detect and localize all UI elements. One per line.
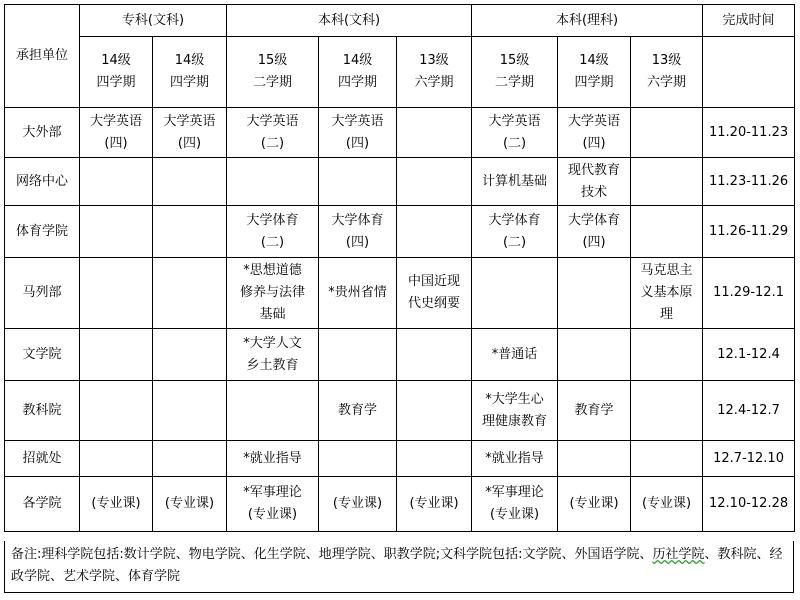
course-cell [631, 108, 703, 158]
course-cell [153, 381, 227, 441]
time-cell: 11.26-11.29 [703, 206, 795, 258]
header-zhuanke-wenke: 专科(文科) [80, 5, 227, 37]
header-benke-like: 本科(理科) [472, 5, 703, 37]
course-cell: 大学体育 (二) [472, 206, 558, 258]
header-term: 15级 二学期 [472, 37, 558, 108]
course-cell: *思想道德 修养与法律 基础 [227, 258, 319, 329]
course-cell: 大学英语 (四) [558, 108, 631, 158]
footnote-underlined: 历社学院 [652, 547, 705, 562]
course-cell [397, 441, 472, 477]
course-cell: 中国近现 代史纲要 [397, 258, 472, 329]
course-cell: 马克思主 义基本原 理 [631, 258, 703, 329]
header-term: 14级 四学期 [558, 37, 631, 108]
course-cell: 计算机基础 [472, 158, 558, 206]
course-cell [397, 381, 472, 441]
course-cell: 大学体育 (四) [558, 206, 631, 258]
unit-cell: 马列部 [5, 258, 80, 329]
header-row-terms [5, 37, 795, 108]
table-row [5, 258, 795, 329]
course-cell: 大学英语 (二) [227, 108, 319, 158]
header-term: 14级 四学期 [319, 37, 397, 108]
course-cell [631, 381, 703, 441]
header-deadline: 完成时间 [703, 5, 795, 37]
course-cell [319, 441, 397, 477]
table-row [5, 477, 795, 532]
course-cell [80, 258, 153, 329]
course-cell: 大学英语 (四) [153, 108, 227, 158]
course-cell [397, 158, 472, 206]
time-cell: 12.4-12.7 [703, 381, 795, 441]
course-cell [153, 258, 227, 329]
time-cell: 11.23-11.26 [703, 158, 795, 206]
unit-cell: 体育学院 [5, 206, 80, 258]
table-row [5, 441, 795, 477]
course-cell: 大学体育 (四) [319, 206, 397, 258]
course-cell: 大学英语 (二) [472, 108, 558, 158]
course-cell [80, 381, 153, 441]
footnote-text: 备注:理科学院包括:数计学院、物电学院、化生学院、地理学院、职教学院;文科学院包括:文学院、外国语学院、 [11, 547, 653, 562]
course-cell [397, 206, 472, 258]
course-cell [319, 329, 397, 381]
unit-cell: 文学院 [5, 329, 80, 381]
footnote-text-end: 、教科院、经政学院、艺术学院、体育学院 [11, 547, 783, 584]
course-cell [227, 158, 319, 206]
course-cell: (专业课) [631, 477, 703, 532]
course-cell [153, 329, 227, 381]
course-cell: *贵州省情 [319, 258, 397, 329]
course-cell: 大学英语 (四) [80, 108, 153, 158]
table-row [5, 329, 795, 381]
course-cell [631, 206, 703, 258]
course-cell: (专业课) [558, 477, 631, 532]
course-cell [397, 108, 472, 158]
course-cell [631, 329, 703, 381]
header-row-groups [5, 5, 795, 37]
course-cell: *就业指导 [472, 441, 558, 477]
course-cell: *军事理论 (专业课) [227, 477, 319, 532]
course-cell: *普通话 [472, 329, 558, 381]
course-cell [631, 158, 703, 206]
course-cell [227, 381, 319, 441]
header-deadline-blank [703, 37, 795, 108]
course-cell: 教育学 [319, 381, 397, 441]
table-row [5, 206, 795, 258]
table-row [5, 108, 795, 158]
course-cell [558, 258, 631, 329]
header-unit: 承担单位 [5, 5, 80, 108]
course-cell [80, 441, 153, 477]
course-cell: (专业课) [80, 477, 153, 532]
header-term: 13级 六学期 [397, 37, 472, 108]
course-cell [80, 329, 153, 381]
course-cell: (专业课) [397, 477, 472, 532]
header-term: 15级 二学期 [227, 37, 319, 108]
unit-cell: 教科院 [5, 381, 80, 441]
schedule-table [4, 4, 795, 532]
course-cell: (专业课) [153, 477, 227, 532]
course-cell: (专业课) [319, 477, 397, 532]
header-term: 13级 六学期 [631, 37, 703, 108]
unit-cell: 招就处 [5, 441, 80, 477]
course-cell [631, 441, 703, 477]
course-cell [153, 206, 227, 258]
time-cell: 12.10-12.28 [703, 477, 795, 532]
course-cell [472, 258, 558, 329]
course-cell: *大学人文 乡土教育 [227, 329, 319, 381]
header-term: 14级 四学期 [80, 37, 153, 108]
table-row [5, 158, 795, 206]
time-cell: 11.29-12.1 [703, 258, 795, 329]
course-cell: 大学英语 (四) [319, 108, 397, 158]
course-cell [558, 441, 631, 477]
unit-cell: 大外部 [5, 108, 80, 158]
course-cell [153, 441, 227, 477]
course-cell [397, 329, 472, 381]
course-cell: 现代教育 技术 [558, 158, 631, 206]
course-cell: *就业指导 [227, 441, 319, 477]
time-cell: 11.20-11.23 [703, 108, 795, 158]
course-cell [319, 158, 397, 206]
course-cell [80, 206, 153, 258]
header-term: 14级 四学期 [153, 37, 227, 108]
time-cell: 12.7-12.10 [703, 441, 795, 477]
course-cell: *大学生心 理健康教育 [472, 381, 558, 441]
footnote [4, 541, 794, 593]
header-benke-wenke: 本科(文科) [227, 5, 472, 37]
course-cell [558, 329, 631, 381]
unit-cell: 网络中心 [5, 158, 80, 206]
course-cell [80, 158, 153, 206]
course-cell: 教育学 [558, 381, 631, 441]
course-cell: *军事理论 (专业课) [472, 477, 558, 532]
table-row [5, 381, 795, 441]
course-cell [153, 158, 227, 206]
course-cell: 大学体育 (二) [227, 206, 319, 258]
time-cell: 12.1-12.4 [703, 329, 795, 381]
unit-cell: 各学院 [5, 477, 80, 532]
